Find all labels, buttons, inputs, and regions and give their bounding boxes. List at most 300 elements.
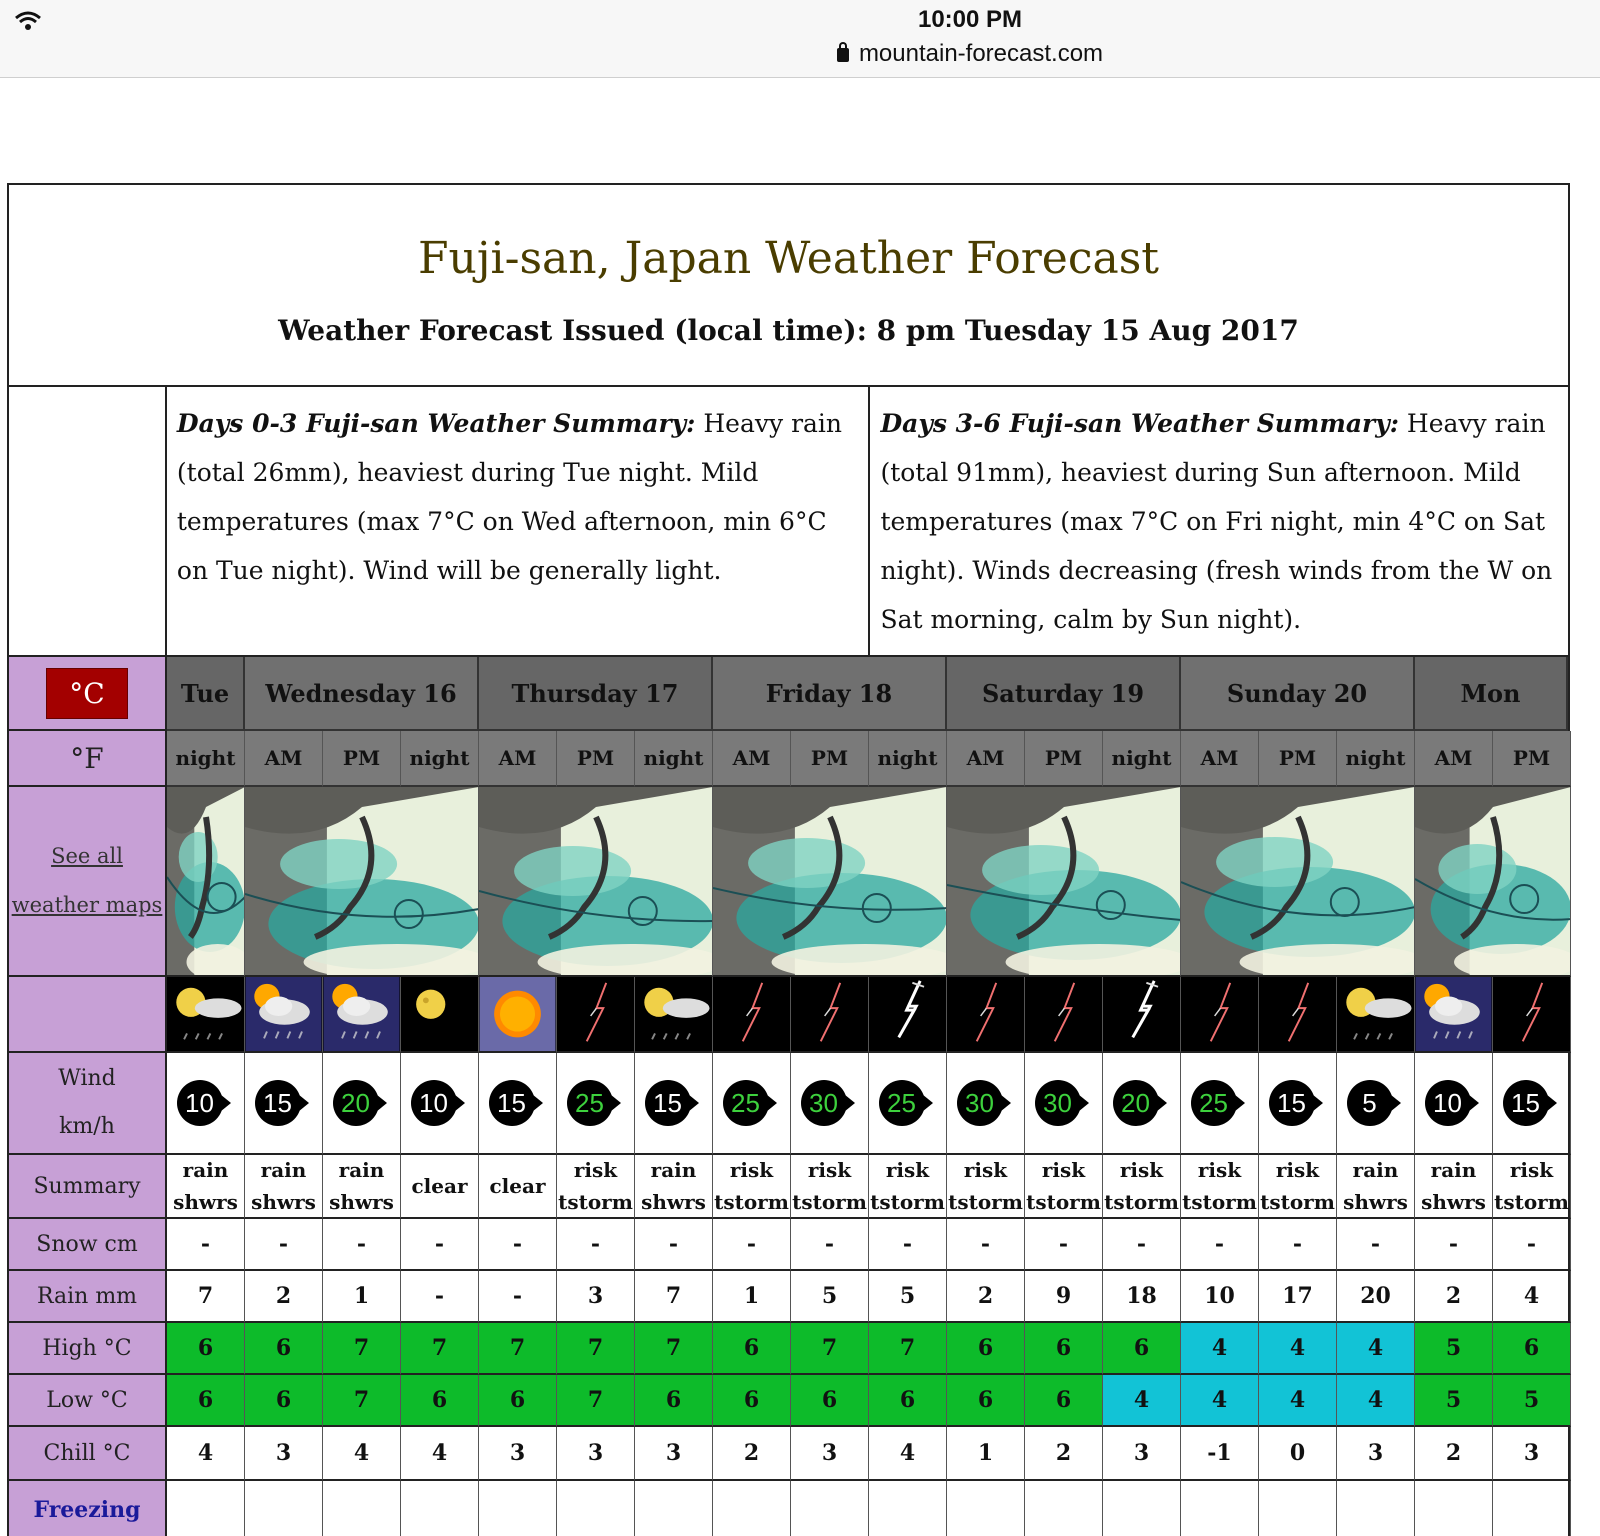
lightning-heavy-icon-graphic	[1103, 977, 1180, 1051]
freezing-label[interactable]: Freezing	[9, 1481, 167, 1536]
snow-cell: -	[1259, 1219, 1337, 1271]
day-header[interactable]: Wednesday 16	[245, 657, 479, 731]
low-temp-cell: 6	[869, 1375, 947, 1427]
rain-cell: 1	[713, 1271, 791, 1323]
period-header: PM	[1025, 731, 1103, 787]
moon-cloud-rain-icon-graphic	[1337, 977, 1414, 1051]
snow-cell: -	[1025, 1219, 1103, 1271]
wind-arrow-icon	[1113, 1080, 1171, 1126]
chill-row	[9, 1427, 1568, 1481]
summary-line-2: shwrs	[251, 1190, 316, 1214]
summary-line-1: risk	[1275, 1158, 1320, 1182]
chill-cell: 3	[557, 1427, 635, 1481]
summary-cell	[713, 1155, 791, 1219]
lightning-icon-graphic	[557, 977, 634, 1051]
celsius-toggle[interactable]: °C	[46, 668, 127, 719]
summary-value	[792, 1154, 867, 1218]
wind-cell	[947, 1053, 1025, 1155]
low-temp-cell: 6	[791, 1375, 869, 1427]
weather-map-graphic	[245, 787, 479, 977]
wind-cell	[791, 1053, 869, 1155]
wind-arrow-icon	[645, 1080, 703, 1126]
summary-line-2: shwrs	[329, 1190, 394, 1214]
rain-cell: 2	[947, 1271, 1025, 1323]
summary-line-2: tstorm	[558, 1190, 633, 1214]
rain-row	[9, 1271, 1568, 1323]
page-title: Fuji-san, Japan Weather Forecast	[418, 233, 1159, 284]
low-temp-cell: 6	[401, 1375, 479, 1427]
freezing-cell	[401, 1481, 479, 1536]
wind-speed: 10	[411, 1080, 457, 1126]
summary-line-2: tstorm	[714, 1190, 789, 1214]
summary-value	[1260, 1154, 1335, 1218]
freezing-cell	[1103, 1481, 1181, 1536]
summary-value	[714, 1154, 789, 1218]
summary-cell	[323, 1155, 401, 1219]
summary-line-1: rain	[1352, 1158, 1399, 1182]
wind-unit-text: km/h	[59, 1114, 115, 1139]
high-temp-cell: 6	[167, 1323, 245, 1375]
wind-cell	[245, 1053, 323, 1155]
weather-icon-row	[9, 977, 1568, 1053]
see-all-maps-link[interactable]	[12, 832, 163, 930]
lightning-icon	[1493, 977, 1571, 1053]
wind-speed: 10	[177, 1080, 223, 1126]
wind-arrow-icon	[801, 1080, 859, 1126]
freezing-cell	[1493, 1481, 1571, 1536]
summary-line-1: rain	[182, 1158, 229, 1182]
high-temp-cell: 5	[1415, 1323, 1493, 1375]
forecast-frame	[7, 183, 1570, 1536]
high-temp-cell: 7	[401, 1323, 479, 1375]
summary-value	[1494, 1154, 1569, 1218]
day-header-row	[9, 657, 1568, 731]
weather-map-image[interactable]	[245, 787, 479, 977]
lightning-icon-graphic	[791, 977, 868, 1051]
summary-cell	[245, 1155, 323, 1219]
summary-line-1: risk	[885, 1158, 930, 1182]
chill-cell: 3	[245, 1427, 323, 1481]
wind-speed: 30	[957, 1080, 1003, 1126]
summary-line-2: tstorm	[948, 1190, 1023, 1214]
lightning-icon-graphic	[713, 977, 790, 1051]
wind-cell	[1337, 1053, 1415, 1155]
summary-value	[558, 1154, 633, 1218]
rain-cell: 7	[635, 1271, 713, 1323]
url-text: mountain-forecast.com	[858, 40, 1104, 67]
lightning-icon	[947, 977, 1025, 1053]
wind-arrow-icon	[1269, 1080, 1327, 1126]
period-header: AM	[245, 731, 323, 787]
weather-map-graphic	[947, 787, 1181, 977]
low-label: Low °C	[9, 1375, 167, 1427]
cloud-sun-rain-icon	[1415, 977, 1493, 1053]
low-temp-cell: 6	[1025, 1375, 1103, 1427]
weather-map-graphic	[1181, 787, 1415, 977]
chill-cell: 3	[791, 1427, 869, 1481]
rain-cell: 18	[1103, 1271, 1181, 1323]
chill-cell: 4	[323, 1427, 401, 1481]
moon-cloud-rain-icon	[167, 977, 245, 1053]
summary-cell	[1025, 1155, 1103, 1219]
rain-cell: 17	[1259, 1271, 1337, 1323]
summary-line-1: rain	[1430, 1158, 1477, 1182]
lock-icon	[837, 48, 849, 62]
cloud-sun-rain-icon	[245, 977, 323, 1053]
wind-arrow-icon	[567, 1080, 625, 1126]
see-all-text: See all	[51, 844, 123, 868]
wind-speed: 15	[1503, 1080, 1549, 1126]
summary-value	[870, 1154, 945, 1218]
chill-cell: 0	[1259, 1427, 1337, 1481]
high-temp-cell: 6	[1103, 1323, 1181, 1375]
high-temp-cell: 6	[947, 1323, 1025, 1375]
weather-map-image[interactable]	[947, 787, 1181, 977]
freezing-cell	[791, 1481, 869, 1536]
cloud-sun-rain-icon-graphic	[323, 977, 400, 1051]
summary-line-2: tstorm	[1104, 1190, 1179, 1214]
summary-value	[641, 1154, 706, 1218]
summary-cell	[1493, 1155, 1571, 1219]
summary-line-1: risk	[1197, 1158, 1242, 1182]
chill-cell: 4	[167, 1427, 245, 1481]
summary-line-2: shwrs	[641, 1190, 706, 1214]
summary-cell	[479, 1155, 557, 1219]
weather-map-image[interactable]	[479, 787, 713, 977]
rain-cell: 1	[323, 1271, 401, 1323]
status-time: 10:00 PM	[917, 6, 1023, 33]
day-header[interactable]: Sunday 20	[1181, 657, 1415, 731]
high-temp-cell: 4	[1181, 1323, 1259, 1375]
period-header: night	[167, 731, 245, 787]
summary-text: Heavy rain (total 91mm), heaviest during Sun afternoon. Mild temperatures (max 7°C on Fri night, min 4°C on Sat night). Winds decreasing (fresh winds from the W on Sat morning, calm by Sun night).	[880, 409, 1553, 634]
browser-status-bar	[0, 0, 1600, 78]
day-header[interactable]: Mon	[1415, 657, 1568, 731]
summary-line-2: shwrs	[173, 1190, 238, 1214]
lightning-icon	[557, 977, 635, 1053]
summary-line-2: tstorm	[1260, 1190, 1335, 1214]
high-label: High °C	[9, 1323, 167, 1375]
wind-arrow-icon	[723, 1080, 781, 1126]
low-temp-cell: 4	[1259, 1375, 1337, 1427]
period-header: AM	[947, 731, 1025, 787]
period-header: AM	[1415, 731, 1493, 787]
lightning-icon	[713, 977, 791, 1053]
moon-cloud-rain-icon	[635, 977, 713, 1053]
fahrenheit-toggle[interactable]: °F	[70, 741, 104, 775]
weather-map-graphic	[479, 787, 713, 977]
freezing-cell	[1337, 1481, 1415, 1536]
high-temp-cell: 7	[479, 1323, 557, 1375]
low-temp-cell: 4	[1181, 1375, 1259, 1427]
lightning-heavy-icon	[1103, 977, 1181, 1053]
wind-speed: 10	[1425, 1080, 1471, 1126]
low-temp-cell: 5	[1493, 1375, 1571, 1427]
wind-speed: 20	[1113, 1080, 1159, 1126]
summary-line-2: tstorm	[1026, 1190, 1101, 1214]
chill-cell: 3	[1337, 1427, 1415, 1481]
lightning-icon-graphic	[1493, 977, 1570, 1051]
freezing-cell	[1025, 1481, 1103, 1536]
snow-cell: -	[1181, 1219, 1259, 1271]
wind-cell	[713, 1053, 791, 1155]
wind-speed: 15	[645, 1080, 691, 1126]
weather-map-graphic	[713, 787, 947, 977]
summary-cell	[167, 1155, 245, 1219]
sun-icon	[479, 977, 557, 1053]
rain-cell: 20	[1337, 1271, 1415, 1323]
summary-line-1: risk	[1041, 1158, 1086, 1182]
day-header[interactable]: Saturday 19	[947, 657, 1181, 731]
wind-cell	[635, 1053, 713, 1155]
period-header: AM	[1181, 731, 1259, 787]
period-header: night	[1103, 731, 1181, 787]
wind-speed: 25	[723, 1080, 769, 1126]
summary-line-2: clear	[489, 1174, 546, 1198]
period-header: PM	[557, 731, 635, 787]
freezing-cell	[167, 1481, 245, 1536]
summary-cell	[635, 1155, 713, 1219]
period-header: PM	[323, 731, 401, 787]
summary-cell	[1259, 1155, 1337, 1219]
wind-label-text: Wind	[58, 1066, 116, 1091]
high-temp-row	[9, 1323, 1568, 1375]
chill-cell: 2	[1025, 1427, 1103, 1481]
wind-speed: 15	[1269, 1080, 1315, 1126]
wind-arrow-icon	[333, 1080, 391, 1126]
freezing-cell	[1181, 1481, 1259, 1536]
summary-line-1: rain	[650, 1158, 697, 1182]
snow-cell: -	[947, 1219, 1025, 1271]
high-temp-cell: 4	[1259, 1323, 1337, 1375]
lightning-icon	[1181, 977, 1259, 1053]
summary-line-2: tstorm	[1494, 1190, 1569, 1214]
freezing-cell	[323, 1481, 401, 1536]
day-header[interactable]: Tue	[167, 657, 245, 731]
chill-cell: 4	[869, 1427, 947, 1481]
chill-label: Chill °C	[9, 1427, 167, 1481]
high-temp-cell: 6	[713, 1323, 791, 1375]
chill-cell: 2	[1415, 1427, 1493, 1481]
summary-cell	[791, 1155, 869, 1219]
summary-text: Heavy rain (total 26mm), heaviest during Tue night. Mild temperatures (max 7°C on Wed afternoon, min 6°C on Tue night). Wind will be generally light.	[176, 409, 843, 585]
summary-value	[412, 1170, 468, 1202]
wind-row	[9, 1053, 1568, 1155]
weather-map-image[interactable]	[713, 787, 947, 977]
freezing-cell	[1259, 1481, 1337, 1536]
summary-value	[329, 1154, 394, 1218]
snow-row	[9, 1219, 1568, 1271]
unit-celsius-cell	[9, 657, 167, 731]
chill-cell: 3	[1103, 1427, 1181, 1481]
period-header: PM	[1493, 731, 1571, 787]
summary-value	[1104, 1154, 1179, 1218]
summary-line-1: risk	[729, 1158, 774, 1182]
snow-cell: -	[1103, 1219, 1181, 1271]
maps-label	[9, 787, 167, 977]
chill-cell: 2	[713, 1427, 791, 1481]
wind-speed: 25	[1191, 1080, 1237, 1126]
wind-speed: 15	[489, 1080, 535, 1126]
summary-heading: Days 0-3 Fuji-san Weather Summary:	[176, 409, 696, 438]
forecast-table	[9, 657, 1568, 1536]
chill-cell: 3	[1493, 1427, 1571, 1481]
low-temp-cell: 7	[323, 1375, 401, 1427]
rain-cell: 3	[557, 1271, 635, 1323]
freezing-cell	[635, 1481, 713, 1536]
wind-arrow-icon	[1425, 1080, 1483, 1126]
moon-cloud-rain-icon-graphic	[167, 977, 244, 1051]
snow-cell: -	[323, 1219, 401, 1271]
wind-label	[9, 1053, 167, 1155]
summary-line-1: risk	[807, 1158, 852, 1182]
weather-map-image[interactable]	[1415, 787, 1571, 977]
snow-cell: -	[713, 1219, 791, 1271]
period-header: PM	[1259, 731, 1337, 787]
wind-cell	[1415, 1053, 1493, 1155]
snow-cell: -	[635, 1219, 713, 1271]
summary-value	[251, 1154, 316, 1218]
snow-label: Snow cm	[9, 1219, 167, 1271]
wind-speed: 25	[567, 1080, 613, 1126]
summary-cell	[947, 1155, 1025, 1219]
lightning-icon-graphic	[1181, 977, 1258, 1051]
snow-cell: -	[479, 1219, 557, 1271]
weather-map-image[interactable]	[167, 787, 245, 977]
high-temp-cell: 7	[557, 1323, 635, 1375]
rain-cell: 4	[1493, 1271, 1571, 1323]
lightning-icon	[1025, 977, 1103, 1053]
summary-line-1: risk	[1509, 1158, 1554, 1182]
weather-maps-text: weather maps	[11, 893, 163, 917]
high-temp-cell: 7	[791, 1323, 869, 1375]
rain-cell: -	[401, 1271, 479, 1323]
snow-cell: -	[401, 1219, 479, 1271]
period-header: PM	[791, 731, 869, 787]
moon-icon-graphic	[401, 977, 478, 1051]
wind-speed: 30	[1035, 1080, 1081, 1126]
summary-cell	[557, 1155, 635, 1219]
icons-label	[9, 977, 167, 1053]
issued-time: Weather Forecast Issued (local time): 8 pm Tuesday 15 Aug 2017	[278, 314, 1299, 347]
high-temp-cell: 7	[323, 1323, 401, 1375]
snow-cell: -	[1415, 1219, 1493, 1271]
wind-arrow-icon	[879, 1080, 937, 1126]
wind-cell	[479, 1053, 557, 1155]
lightning-heavy-icon-graphic	[869, 977, 946, 1051]
rain-cell: 5	[791, 1271, 869, 1323]
low-temp-cell: 6	[635, 1375, 713, 1427]
summary-value	[1026, 1154, 1101, 1218]
wind-arrow-icon	[411, 1080, 469, 1126]
snow-cell: -	[167, 1219, 245, 1271]
high-temp-cell: 6	[245, 1323, 323, 1375]
freezing-cell	[557, 1481, 635, 1536]
chill-cell: 1	[947, 1427, 1025, 1481]
unit-fahrenheit-cell	[9, 731, 167, 787]
low-temp-cell: 5	[1415, 1375, 1493, 1427]
summary-days-3-6	[868, 387, 1568, 655]
maps-row	[9, 787, 1568, 977]
moon-cloud-rain-icon	[1337, 977, 1415, 1053]
rain-cell: -	[479, 1271, 557, 1323]
wind-arrow-icon	[957, 1080, 1015, 1126]
summary-line-2: shwrs	[1343, 1190, 1408, 1214]
period-header: night	[401, 731, 479, 787]
low-temp-row	[9, 1375, 1568, 1427]
summary-label: Summary	[9, 1155, 167, 1219]
wind-arrow-icon	[1035, 1080, 1093, 1126]
low-temp-cell: 6	[245, 1375, 323, 1427]
rain-cell: 5	[869, 1271, 947, 1323]
summary-line-2: clear	[411, 1174, 468, 1198]
wind-speed: 5	[1347, 1080, 1393, 1126]
summary-text-row	[9, 1155, 1568, 1219]
sun-icon-graphic	[479, 977, 556, 1051]
period-row	[9, 731, 1568, 787]
summary-value	[173, 1154, 238, 1218]
period-header: night	[1337, 731, 1415, 787]
wind-cell	[1025, 1053, 1103, 1155]
freezing-cell	[245, 1481, 323, 1536]
wind-cell	[401, 1053, 479, 1155]
wind-arrow-icon	[255, 1080, 313, 1126]
freezing-cell	[479, 1481, 557, 1536]
rain-cell: 9	[1025, 1271, 1103, 1323]
chill-cell: -1	[1181, 1427, 1259, 1481]
rain-cell: 10	[1181, 1271, 1259, 1323]
summary-cell	[1415, 1155, 1493, 1219]
wind-cell	[1493, 1053, 1571, 1155]
summary-line-2: tstorm	[870, 1190, 945, 1214]
weather-map-image[interactable]	[1181, 787, 1415, 977]
high-temp-cell: 4	[1337, 1323, 1415, 1375]
lightning-icon	[1259, 977, 1337, 1053]
wind-speed: 15	[255, 1080, 301, 1126]
snow-cell: -	[869, 1219, 947, 1271]
summary-cell	[1103, 1155, 1181, 1219]
summary-cell	[401, 1155, 479, 1219]
period-header: AM	[713, 731, 791, 787]
low-temp-cell: 4	[1337, 1375, 1415, 1427]
summary-line-1: risk	[573, 1158, 618, 1182]
high-temp-cell: 7	[635, 1323, 713, 1375]
summary-line-1: rain	[260, 1158, 307, 1182]
summary-line-1: risk	[963, 1158, 1008, 1182]
summary-line-2: shwrs	[1421, 1190, 1486, 1214]
cloud-sun-rain-icon-graphic	[1415, 977, 1492, 1051]
address-bar[interactable]	[0, 40, 1600, 68]
high-temp-cell: 6	[1025, 1323, 1103, 1375]
summary-line-1: risk	[1119, 1158, 1164, 1182]
lightning-icon-graphic	[1259, 977, 1336, 1051]
wind-speed: 20	[333, 1080, 379, 1126]
summary-value	[490, 1170, 546, 1202]
snow-cell: -	[1337, 1219, 1415, 1271]
summary-value	[1421, 1154, 1486, 1218]
day-header[interactable]: Friday 18	[713, 657, 947, 731]
summary-line-1: rain	[338, 1158, 385, 1182]
day-header[interactable]: Thursday 17	[479, 657, 713, 731]
lightning-icon	[791, 977, 869, 1053]
weather-map-graphic	[167, 787, 245, 977]
freezing-cell	[869, 1481, 947, 1536]
forecast-header	[9, 185, 1568, 387]
wind-arrow-icon	[489, 1080, 547, 1126]
summary-value	[1182, 1154, 1257, 1218]
lightning-icon-graphic	[947, 977, 1024, 1051]
period-header: AM	[479, 731, 557, 787]
